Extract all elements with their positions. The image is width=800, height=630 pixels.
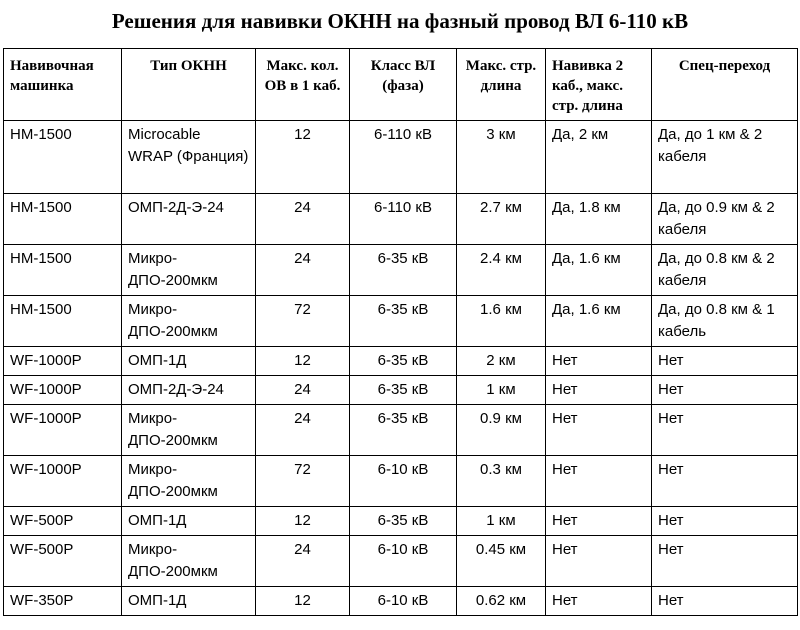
cell-max-fibers: 24 (256, 536, 350, 587)
cell-max-fibers: 72 (256, 456, 350, 507)
cell-cable-type: ОМП-1Д (122, 347, 256, 376)
cell-special-crossing: Нет (652, 376, 798, 405)
table-row (4, 296, 798, 347)
cell-line-class: 6-35 кВ (350, 405, 457, 456)
cell-cable-type: ОМП-2Д-Э-24 (122, 376, 256, 405)
cell-double-wrap: Да, 2 км (546, 121, 652, 194)
cell-line-class: 6-110 кВ (350, 121, 457, 194)
cell-line-class: 6-110 кВ (350, 194, 457, 245)
cell-machine: НМ-1500 (4, 121, 122, 194)
column-header-double-wrap: Навивка 2 каб., макс. стр. длина (546, 49, 652, 121)
table-row (4, 245, 798, 296)
cell-line-class: 6-10 кВ (350, 456, 457, 507)
cell-special-crossing: Да, до 0.8 км & 2 кабеля (652, 245, 798, 296)
cell-max-length: 2 км (457, 347, 546, 376)
cell-max-length: 3 км (457, 121, 546, 194)
cell-cable-type: ОМП-2Д-Э-24 (122, 194, 256, 245)
column-header-machine: Навивочная машинка (4, 49, 122, 121)
cell-machine: WF-1000P (4, 456, 122, 507)
cell-machine: WF-1000P (4, 405, 122, 456)
cell-double-wrap: Да, 1.6 км (546, 245, 652, 296)
cell-cable-type: Микро-ДПО-200мкм (122, 296, 256, 347)
table-header-row (4, 49, 798, 121)
cell-line-class: 6-35 кВ (350, 245, 457, 296)
cell-max-fibers: 24 (256, 245, 350, 296)
cell-max-fibers: 12 (256, 121, 350, 194)
cell-machine: НМ-1500 (4, 296, 122, 347)
cell-cable-type: ОМП-1Д (122, 507, 256, 536)
cell-double-wrap: Нет (546, 456, 652, 507)
cell-max-fibers: 12 (256, 587, 350, 616)
cell-max-length: 1 км (457, 507, 546, 536)
cell-special-crossing: Нет (652, 536, 798, 587)
table-row (4, 405, 798, 456)
page-title: Решения для навивки ОКНН на фазный провод ВЛ 6-110 кВ (111, 9, 689, 33)
column-header-max-fibers: Макс. кол. ОВ в 1 каб. (256, 49, 350, 121)
cell-double-wrap: Нет (546, 405, 652, 456)
table-row (4, 376, 798, 405)
cell-max-length: 2.4 км (457, 245, 546, 296)
table-row (4, 587, 798, 616)
cell-cable-type: Микро-ДПО-200мкм (122, 456, 256, 507)
column-header-cable-type: Тип ОКНН (122, 49, 256, 121)
cell-double-wrap: Нет (546, 587, 652, 616)
cell-max-length: 1 км (457, 376, 546, 405)
cell-special-crossing: Да, до 0.9 км & 2 кабеля (652, 194, 798, 245)
cell-machine: НМ-1500 (4, 245, 122, 296)
table-row (4, 456, 798, 507)
solutions-table (3, 48, 798, 616)
cell-machine: WF-350P (4, 587, 122, 616)
cell-machine: WF-1000P (4, 376, 122, 405)
cell-max-length: 2.7 км (457, 194, 546, 245)
cell-cable-type: Microcable WRAP (Франция) (122, 121, 256, 194)
table-row (4, 536, 798, 587)
cell-cable-type: ОМП-1Д (122, 587, 256, 616)
cell-machine: WF-500P (4, 507, 122, 536)
cell-max-length: 1.6 км (457, 296, 546, 347)
cell-cable-type: Микро-ДПО-200мкм (122, 245, 256, 296)
cell-special-crossing: Нет (652, 347, 798, 376)
cell-line-class: 6-35 кВ (350, 296, 457, 347)
cell-special-crossing: Да, до 0.8 км & 1 кабель (652, 296, 798, 347)
column-header-special-crossing: Спец-переход (652, 49, 798, 121)
cell-max-fibers: 72 (256, 296, 350, 347)
cell-max-fibers: 24 (256, 376, 350, 405)
table-row (4, 194, 798, 245)
cell-max-length: 0.9 км (457, 405, 546, 456)
cell-machine: WF-1000P (4, 347, 122, 376)
cell-line-class: 6-35 кВ (350, 376, 457, 405)
cell-cable-type: Микро-ДПО-200мкм (122, 536, 256, 587)
cell-max-length: 0.45 км (457, 536, 546, 587)
cell-double-wrap: Да, 1.6 км (546, 296, 652, 347)
cell-double-wrap: Нет (546, 507, 652, 536)
cell-double-wrap: Нет (546, 376, 652, 405)
cell-max-fibers: 24 (256, 405, 350, 456)
cell-machine: WF-500P (4, 536, 122, 587)
cell-special-crossing: Нет (652, 405, 798, 456)
cell-max-fibers: 24 (256, 194, 350, 245)
cell-max-fibers: 12 (256, 347, 350, 376)
cell-cable-type: Микро-ДПО-200мкм (122, 405, 256, 456)
cell-max-length: 0.3 км (457, 456, 546, 507)
cell-double-wrap: Нет (546, 347, 652, 376)
cell-special-crossing: Нет (652, 456, 798, 507)
column-header-max-length: Макс. стр. длина (457, 49, 546, 121)
table-row (4, 347, 798, 376)
table-body (4, 121, 798, 616)
table-row (4, 121, 798, 194)
column-header-line-class: Класс ВЛ (фаза) (350, 49, 457, 121)
table-row (4, 507, 798, 536)
cell-line-class: 6-35 кВ (350, 347, 457, 376)
cell-line-class: 6-10 кВ (350, 587, 457, 616)
cell-max-fibers: 12 (256, 507, 350, 536)
cell-special-crossing: Нет (652, 587, 798, 616)
cell-special-crossing: Нет (652, 507, 798, 536)
cell-line-class: 6-10 кВ (350, 536, 457, 587)
cell-double-wrap: Да, 1.8 км (546, 194, 652, 245)
cell-max-length: 0.62 км (457, 587, 546, 616)
cell-double-wrap: Нет (546, 536, 652, 587)
cell-machine: НМ-1500 (4, 194, 122, 245)
cell-line-class: 6-35 кВ (350, 507, 457, 536)
cell-special-crossing: Да, до 1 км & 2 кабеля (652, 121, 798, 194)
